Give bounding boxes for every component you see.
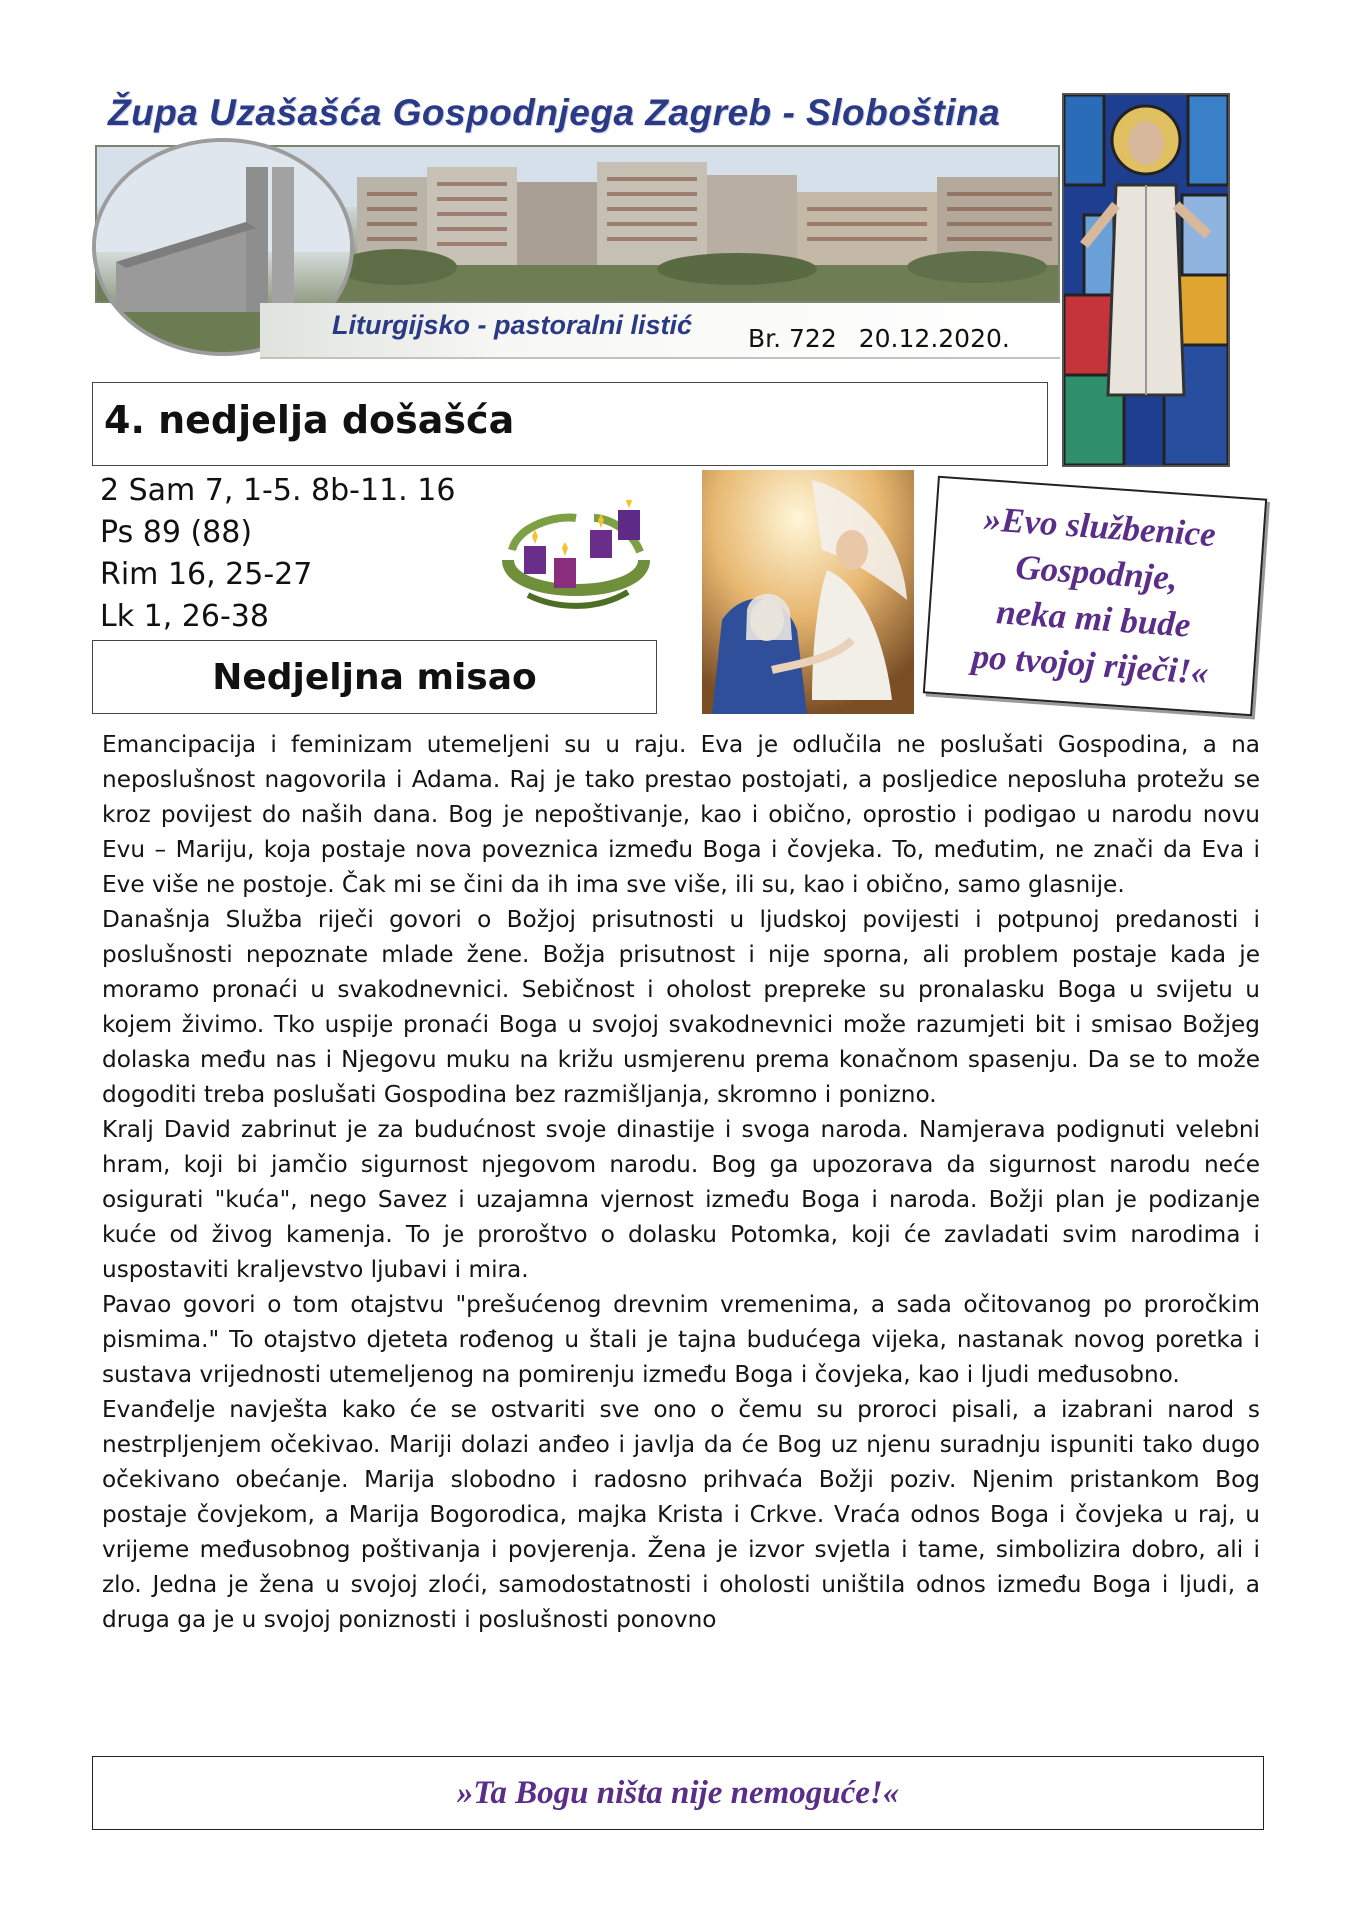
footer-quote-box bbox=[92, 1756, 1264, 1830]
readings-list bbox=[100, 470, 455, 638]
body-paragraph: Pavao govori o tom otajstvu "prešućenog drevnim vremenima, a sada očitovanog po proročkim pismima." To otajstvo djeteta rođenog u štali je tajna budućega vijeka, nastanak novog poretka i sustava vrijednosti utemeljenog na pomirenju između Boga i čovjeka, kao i ljudi međusobno. bbox=[102, 1291, 1260, 1388]
bulletin-subtitle: Liturgijsko - pastoralni listić bbox=[332, 310, 693, 340]
footer-quote: »Ta Bogu ništa nije nemoguće!« bbox=[456, 1774, 900, 1811]
quote-card-text: »Evo službenice Gospodnje, neka mi bude po tvojoj riječi!« bbox=[970, 499, 1218, 693]
section-heading-box bbox=[92, 640, 657, 714]
body-paragraph: Emancipacija i feminizam utemeljeni su u raju. Eva je odlučila ne poslušati Gospodina, a na neposlušnost nagovorila i Adama. Raj je tako prestao postojati, a posljedice neposluha protežu se kroz povijest do naših dana. Bog je nepoštivanje, kao i obično, oprostio i podigao u narodu novu Evu – Mariju, koja postaje nova poveznica između Boga i čovjeka. To, međutim, ne znači da Eva i Eve više ne postoje. Čak mi se čini da ih ima sve više, ili su, kao i obično, samo glasnije. bbox=[102, 731, 1260, 898]
advent-wreath-illustration bbox=[498, 500, 654, 610]
reflection-body bbox=[102, 727, 1260, 1637]
parish-title: Župa Uzašašća Gospodnjega Zagreb - Sloboština bbox=[108, 92, 1001, 133]
reading-item: Lk 1, 26-38 bbox=[100, 599, 269, 634]
annunciation-illustration bbox=[702, 470, 914, 714]
body-paragraph: Evanđelje navješta kako će se ostvariti sve ono o čemu su proroci pisali, a izabrani narod s nestrpljenjem očekivao. Mariji dolazi anđeo i javlja da će Bog uz njenu suradnju ispuniti tako dugo očekivano obećanje. Marija slobodno i radosno prihvaća Božji poziv. Njenim pristankom Bog postaje čovjekom, a Marija Bogorodica, majka Krista i Crkve. Vraća odnos Boga i čovjeka u raj, u vrijeme međusobnog poštivanja i povjerenja. Žena je izvor svjetla i tame, simbolizira dobro, ali i zlo. Jedna je žena u svojoj zloći, samodostatnosti i oholosti uništila odnos između Boga i ljudi, a druga ga je u svojoj poniznosti i poslušnosti ponovno bbox=[102, 1396, 1260, 1633]
issue-date: 20.12.2020. bbox=[858, 324, 1010, 353]
issue-info bbox=[748, 324, 1032, 353]
sunday-title: 4. nedjelja došašća bbox=[104, 398, 515, 442]
stained-glass-image bbox=[1062, 93, 1230, 467]
quote-card bbox=[923, 476, 1267, 716]
advent-wreath-image bbox=[498, 500, 654, 610]
issue-number: Br. 722 bbox=[748, 324, 837, 353]
reading-item: Ps 89 (88) bbox=[100, 515, 253, 550]
stained-glass-illustration bbox=[1064, 95, 1228, 465]
section-heading: Nedjeljna misao bbox=[212, 656, 537, 698]
body-paragraph: Kralj David zabrinut je za budućnost svoje dinastije i svoga naroda. Namjerava podignuti velebni hram, koji bi jamčio sigurnost njegovom narodu. Bog ga upozorava da sigurnost narodu neće osigurati "kuća", nego Savez i uzajamna vjernost između Boga i naroda. Božji plan je podizanje kuće od živog kamenja. To je proroštvo o dolasku Potomka, koji će zavladati svim narodima i uspostaviti kraljevstvo ljubavi i mira. bbox=[102, 1116, 1260, 1283]
body-paragraph: Današnja Služba riječi govori o Božjoj prisutnosti u ljudskoj povijesti i potpunoj predanosti i poslušnosti nepoznate mlade žene. Božja prisutnost i nije sporna, ali problem postaje kada je moramo pronaći u svakodnevnici. Sebičnost i oholost prepreke su pronalasku Boga u svijetu u kojem živimo. Tko uspije pronaći Boga u svojoj svakodnevnici može razumjeti bit i smisao Božjeg dolaska među nas i Njegovu muku na križu usmjerenu prema konačnom spasenju. Da se to može dogoditi treba poslušati Gospodina bez razmišljanja, skromno i ponizno. bbox=[102, 906, 1260, 1108]
reading-item: Rim 16, 25-27 bbox=[100, 557, 313, 592]
reading-item: 2 Sam 7, 1-5. 8b-11. 16 bbox=[100, 473, 456, 508]
annunciation-painting bbox=[702, 470, 914, 714]
